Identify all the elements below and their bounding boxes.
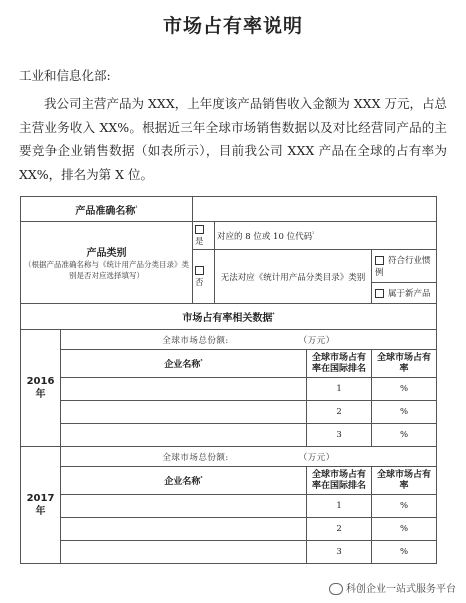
yes-option[interactable]: 是 bbox=[193, 222, 215, 250]
col-rank: 全球市场占有率在国际排名 bbox=[307, 467, 372, 495]
share-cell[interactable]: % bbox=[372, 518, 437, 541]
col-company: 企业名称$^{^3}$ bbox=[61, 467, 307, 495]
company-cell[interactable] bbox=[61, 378, 307, 401]
col-company: 企业名称$^{^3}$ bbox=[61, 350, 307, 378]
company-cell[interactable] bbox=[61, 518, 307, 541]
product-name-field[interactable] bbox=[193, 197, 437, 222]
market-share-table bbox=[20, 196, 437, 564]
section-title: 市场占有率相关数据$^{^4}$ bbox=[21, 304, 437, 330]
no-desc: 无法对应《统计用产品分类目录》类别 bbox=[215, 250, 372, 304]
col-share: 全球市场占有率 bbox=[372, 467, 437, 495]
no-reason-options bbox=[372, 250, 437, 304]
share-cell[interactable]: % bbox=[372, 541, 437, 564]
chat-bubble-icon bbox=[329, 583, 343, 595]
new-product-checkbox[interactable] bbox=[375, 289, 384, 298]
no-option[interactable]: 否 bbox=[193, 250, 215, 304]
yes-checkbox[interactable] bbox=[195, 225, 204, 234]
category-note: （根据产品准确名称与《统计用产品分类目录》类别是否对应选择填写） bbox=[24, 260, 190, 280]
rank-cell: 1 bbox=[307, 495, 372, 518]
year-label: 2016 年 bbox=[21, 330, 61, 447]
rank-cell: 1 bbox=[307, 378, 372, 401]
share-cell[interactable]: % bbox=[372, 401, 437, 424]
watermark: 科创企业一站式服务平台 bbox=[329, 580, 456, 595]
company-cell[interactable] bbox=[61, 424, 307, 447]
product-name-label: 产品准确名称$^{^1}$ bbox=[21, 197, 193, 222]
rank-cell: 2 bbox=[307, 401, 372, 424]
market-total-row: 全球市场总份额: （万元） bbox=[61, 330, 437, 350]
rank-cell: 3 bbox=[307, 541, 372, 564]
rank-cell: 3 bbox=[307, 424, 372, 447]
no-checkbox[interactable] bbox=[195, 266, 204, 275]
col-rank: 全球市场占有率在国际排名 bbox=[307, 350, 372, 378]
page-title: 市场占有率说明 bbox=[162, 15, 303, 37]
share-cell[interactable]: % bbox=[372, 378, 437, 401]
option-new-product[interactable]: 属于新产品 bbox=[372, 283, 436, 303]
share-cell[interactable]: % bbox=[372, 424, 437, 447]
company-cell[interactable] bbox=[61, 541, 307, 564]
body-paragraph: 我公司主营产品为 XXX，上年度该产品销售收入金额为 XXX 万元，占总主营业务收入 XX%。根据近三年全球市场销售数据以及对比经营同产品的主要竞争企业销售数据（如表所示），目前我公司 XXX 产品在全球的占有率为 XX%，排名为第 X 位。 bbox=[19, 96, 447, 182]
rank-cell: 2 bbox=[307, 518, 372, 541]
company-cell[interactable] bbox=[61, 401, 307, 424]
market-total-row: 全球市场总份额: （万元） bbox=[61, 447, 437, 467]
addressee: 工业和信息化部: bbox=[19, 68, 111, 83]
company-cell[interactable] bbox=[61, 495, 307, 518]
option-industry[interactable]: 符合行业惯例 bbox=[372, 250, 436, 283]
industry-checkbox[interactable] bbox=[375, 256, 384, 265]
category-label: 产品类别 bbox=[86, 248, 127, 259]
col-share: 全球市场占有率 bbox=[372, 350, 437, 378]
code-desc: 对应的 8 位或 10 位代码$^{^2}$ bbox=[215, 222, 437, 250]
year-label: 2017 年 bbox=[21, 447, 61, 564]
category-label-cell bbox=[21, 222, 193, 304]
share-cell[interactable]: % bbox=[372, 495, 437, 518]
